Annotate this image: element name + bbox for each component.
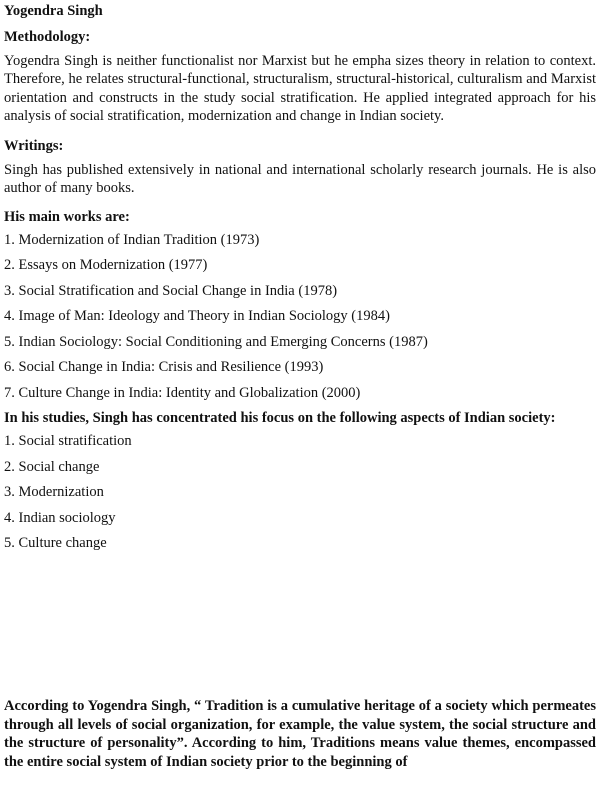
document-page (4, 2, 596, 771)
page-title: Yogendra Singh (4, 3, 103, 19)
list-item: 4. Image of Man: Ideology and Theory in Indian Sociology (1984) (4, 308, 390, 325)
list-item: 1. Social stratification (4, 433, 132, 450)
methodology-paragraph: Yogendra Singh is neither functionalist nor Marxist but he empha sizes theory in relation to context. Therefore, he relates structural-functional, structuralism, structural-historical, culturalism and Marxist orientation and constructs in the study social stratification. He applied integrated approach for his analysis of social stratification, modernization and change in Indian society. (4, 52, 596, 125)
methodology-heading: Methodology: (4, 29, 91, 46)
aspects-heading: In his studies, Singh has concentrated his focus on the following aspects of Indian society: (4, 409, 556, 426)
writings-paragraph: Singh has published extensively in national and international scholarly research journals. He is also author of many books. (4, 161, 596, 197)
list-item: 3. Social Stratification and Social Change in India (1978) (4, 282, 338, 299)
main-works-heading: His main works are: (4, 208, 130, 225)
list-item: 5. Indian Sociology: Social Conditioning and Emerging Concerns (1987) (4, 333, 428, 350)
list-item: 6. Social Change in India: Crisis and Resilience (1993) (4, 359, 324, 376)
list-item: 1. Modernization of Indian Tradition (1973) (4, 232, 260, 249)
list-item: 7. Culture Change in India: Identity and Globalization (2000) (4, 384, 361, 401)
works-list (4, 231, 596, 402)
writings-heading: Writings: (4, 138, 64, 155)
list-item: 2. Social change (4, 458, 100, 475)
aspects-list (4, 432, 596, 552)
list-item: 3. Modernization (4, 484, 104, 501)
list-item: 5. Culture change (4, 534, 107, 551)
list-item: 4. Indian sociology (4, 509, 116, 526)
list-item: 2. Essays on Modernization (1977) (4, 257, 208, 274)
tradition-quote-paragraph: According to Yogendra Singh, “ Tradition is a cumulative heritage of a society which permeates through all levels of social organization, for example, the value system, the social structure and the structure of personality”. According to him, Traditions means value themes, encompassed the entire social system of Indian society prior to the beginning of (4, 698, 596, 770)
